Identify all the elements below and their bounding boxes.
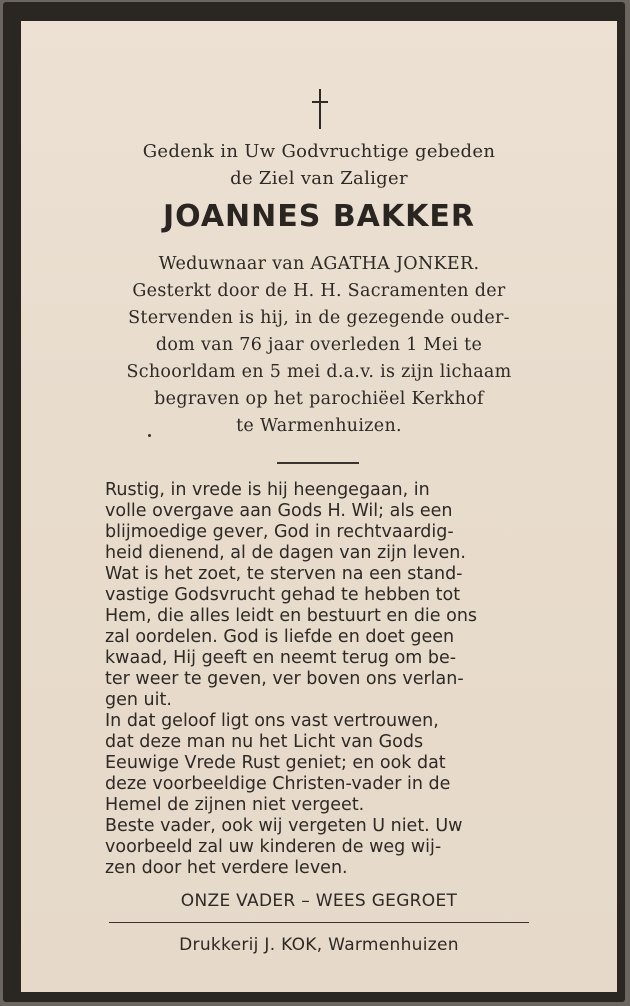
prayers-line: ONZE VADER – WEES GEGROET: [180, 891, 458, 911]
cross-icon: [318, 89, 322, 129]
text-line: Rustig, in vrede is hij heengegaan, in: [105, 480, 430, 500]
text-line: Hem, die alles leidt en bestuurt en die ons: [105, 606, 478, 626]
text-line: zal oordelen. God is liefde en doet geen: [105, 627, 455, 647]
ink-speck: [148, 434, 151, 437]
text-line: volle overgave aan Gods H. Wil; als een: [105, 501, 453, 521]
bio-line: dom van 76 jaar overleden 1 Mei te: [155, 335, 483, 355]
text-line: Beste vader, ook wij vergeten U niet. Uw: [105, 816, 463, 836]
card-paper: [21, 21, 617, 992]
text-line: gen uit.: [105, 690, 172, 710]
header-prayer-line: Gedenk in Uw Godvruchtige gebeden: [142, 141, 496, 162]
header-soul-line: de Ziel van Zaliger: [230, 168, 408, 189]
bio-line: begraven op het parochiëel Kerkhof: [154, 389, 484, 409]
bio-line: Stervenden is hij, in de gezegende ouder-: [128, 308, 510, 328]
bio-line: Schoorldam en 5 mei d.a.v. is zijn lichaam: [126, 362, 512, 382]
text-line: heid dienend, al de dagen van zijn leven.: [105, 543, 466, 563]
text-line: vastige Godsvrucht gehad te hebben tot: [105, 585, 461, 605]
memorial-card: [3, 2, 625, 1002]
bio-line: Weduwnaar van AGATHA JONKER.: [158, 254, 480, 274]
text-line: In dat geloof ligt ons vast vertrouwen,: [105, 711, 439, 731]
text-line: Hemel de zijnen niet vergeet.: [105, 795, 365, 815]
bio-line: te Warmenhuizen.: [236, 416, 402, 436]
printer-imprint: Drukkerij J. KOK, Warmenhuizen: [179, 935, 459, 955]
text-line: Wat is het zoet, te sterven na een stand-: [105, 564, 463, 584]
text-line: Eeuwige Vrede Rust geniet; en ook dat: [105, 753, 446, 773]
text-line: blijmoedige gever, God in rechtvaardig-: [105, 522, 454, 542]
text-line: kwaad, Hij geeft en neemt terug om be-: [105, 648, 457, 668]
bio-line: Gesterkt door de H. H. Sacramenten der: [132, 281, 506, 301]
divider: [277, 462, 359, 464]
text-line: voorbeeld zal uw kinderen de weg wij-: [105, 837, 442, 857]
text-line: ter weer te geven, ver boven ons verlan-: [105, 669, 464, 689]
deceased-name: JOANNES BAKKER: [162, 199, 475, 234]
text-line: zen door het verdere leven.: [105, 858, 348, 878]
text-line: dat deze man nu het Licht van Gods: [105, 732, 424, 752]
footer-divider: [109, 922, 529, 923]
text-line: deze voorbeeldige Christen-vader in de: [105, 774, 451, 794]
